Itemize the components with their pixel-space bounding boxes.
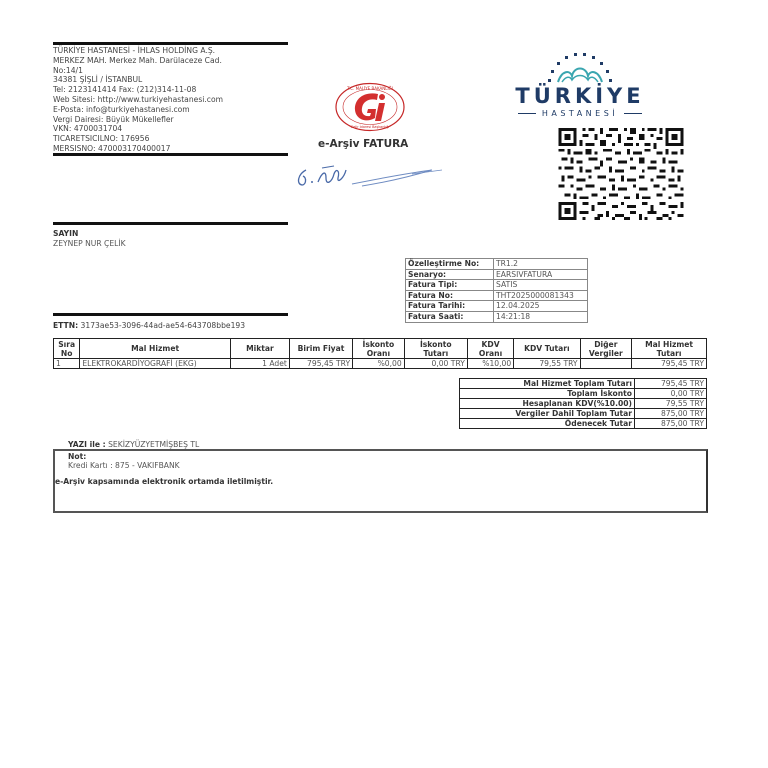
- info-value: TR1.2: [494, 259, 588, 270]
- info-row: [406, 311, 588, 322]
- info-row: [406, 301, 588, 312]
- cell-iskonto-orani: %0,00: [353, 359, 405, 369]
- info-value: THT2025000081343: [494, 290, 588, 301]
- info-value: EARSIVFATURA: [494, 269, 588, 280]
- amount-in-words-value: SEKİZYÜZYETMİŞBEŞ TL: [108, 440, 200, 449]
- cell-sira: 1: [54, 359, 80, 369]
- info-value: 14:21:18: [494, 311, 588, 322]
- seller-info: [53, 46, 288, 154]
- amount-in-words: [68, 440, 199, 449]
- info-row: [406, 290, 588, 301]
- info-key: Senaryo:: [406, 269, 494, 280]
- info-key: Fatura Saati:: [406, 311, 494, 322]
- totals-value: 0,00 TRY: [635, 389, 707, 399]
- buyer-label: SAYIN: [53, 229, 79, 238]
- totals-key: Ödenecek Tutar: [460, 419, 635, 429]
- seller-line: 34381 ŞİŞLİ / İSTANBUL: [53, 75, 143, 85]
- hospital-logo: [500, 48, 660, 120]
- dome-icon: [540, 48, 620, 86]
- buyer-top-rule: [53, 222, 288, 225]
- totals-key: Mal Hizmet Toplam Tutarı: [460, 379, 635, 389]
- qr-code-icon: [558, 128, 684, 220]
- cell-mal-hizmet: ELEKTROKARDİYOGRAFİ (EKG): [80, 359, 231, 369]
- seller-line: VKN: 4700031704: [53, 124, 123, 134]
- info-row: [406, 269, 588, 280]
- totals-key: Toplam İskonto: [460, 389, 635, 399]
- amount-in-words-label: YAZI ile :: [68, 440, 106, 449]
- ettn-value: 3173ae53-3096-44ad-ae54-643708bbe193: [80, 321, 246, 330]
- seller-top-rule: [53, 42, 288, 45]
- invoice-info-table: [405, 258, 588, 323]
- col-header: İskonto Oranı: [353, 339, 405, 359]
- info-key: Fatura Tarihi:: [406, 301, 494, 312]
- seller-line: MERKEZ MAH. Merkez Mah. Darülaceze Cad.: [53, 55, 222, 65]
- buyer-name: ZEYNEP NUR ÇELİK: [53, 239, 126, 248]
- totals-row: [460, 389, 707, 399]
- ettn: [53, 321, 245, 330]
- col-header: Miktar: [230, 339, 289, 359]
- seller-line: Tel: 2123141414 Fax: (212)314-11-08: [53, 85, 197, 95]
- cell-kdv-tutari: 79,55 TRY: [514, 359, 580, 369]
- buyer-bottom-rule: [53, 313, 288, 316]
- totals-row: [460, 399, 707, 409]
- info-key: Fatura No:: [406, 290, 494, 301]
- info-key: Fatura Tipi:: [406, 280, 494, 291]
- seller-bottom-rule: [53, 153, 288, 156]
- cell-miktar: 1 Adet: [230, 359, 289, 369]
- totals-row: [460, 379, 707, 389]
- totals-value: 875,00 TRY: [635, 409, 707, 419]
- col-header: İskonto Tutarı: [404, 339, 467, 359]
- seller-line: TÜRKİYE HASTANESİ - İHLAS HOLDİNG A.Ş.: [53, 46, 216, 55]
- cell-kdv-orani: %10,00: [467, 359, 513, 369]
- cell-birim-fiyat: 795,45 TRY: [289, 359, 352, 369]
- totals-key: Hesaplanan KDV(%10.00): [460, 399, 635, 409]
- col-header: KDV Oranı: [467, 339, 513, 359]
- gib-logo-icon: [334, 82, 406, 132]
- col-header: Mal Hizmet Tutarı: [632, 339, 707, 359]
- signature-icon: [292, 156, 452, 192]
- seller-line: MERSISNO: 470003170400017: [53, 143, 171, 153]
- notes-text: Kredi Kartı : 875 - VAKIFBANK: [68, 461, 180, 470]
- seller-line: Vergi Dairesi: Büyük Mükellefler: [53, 114, 174, 124]
- table-header-row: [54, 339, 707, 359]
- col-header: KDV Tutarı: [514, 339, 580, 359]
- cell-mal-hizmet-tutari: 795,45 TRY: [632, 359, 707, 369]
- seller-line: TICARETSICILNO: 176956: [53, 134, 150, 144]
- notes-label: Not:: [68, 452, 87, 461]
- info-row: [406, 259, 588, 270]
- info-key: Özelleştirme No:: [406, 259, 494, 270]
- table-row: [54, 359, 707, 369]
- seller-line: E-Posta: info@turkiyehastanesi.com: [53, 104, 190, 114]
- earsiv-message: e-Arşiv kapsamında elektronik ortamda iletilmiştir.: [55, 477, 274, 486]
- totals-key: Vergiler Dahil Toplam Tutar: [460, 409, 635, 419]
- svg-text:Gelir İdaresi Başkanlığı: Gelir İdaresi Başkanlığı: [350, 125, 390, 129]
- seller-line: Web Sitesi: http://www.turkiyehastanesi.com: [53, 94, 224, 104]
- col-header: Mal Hizmet: [80, 339, 231, 359]
- brand-name: TÜRKİYE: [515, 84, 645, 108]
- info-row: [406, 280, 588, 291]
- col-header: Birim Fiyat: [289, 339, 352, 359]
- totals-value: 875,00 TRY: [635, 419, 707, 429]
- totals-row: [460, 409, 707, 419]
- line-items-table: [53, 338, 707, 369]
- totals-value: 795,45 TRY: [635, 379, 707, 389]
- col-header: Sıra No: [54, 339, 80, 359]
- col-header: Diğer Vergiler: [580, 339, 632, 359]
- seller-line: No:14/1: [53, 65, 83, 75]
- cell-iskonto-tutari: 0,00 TRY: [404, 359, 467, 369]
- cell-diger-vergiler: [580, 359, 632, 369]
- buyer-info: [53, 229, 126, 249]
- totals-value: 79,55 TRY: [635, 399, 707, 409]
- info-value: SATIS: [494, 280, 588, 291]
- totals-row: [460, 419, 707, 429]
- totals-table: [459, 378, 707, 429]
- brand-subtitle: HASTANESİ: [500, 109, 660, 118]
- info-value: 12.04.2025: [494, 301, 588, 312]
- document-title: e-Arşiv FATURA: [318, 138, 409, 150]
- ettn-label: ETTN:: [53, 321, 79, 330]
- svg-text:T.C. MALİYE BAKANLIĞI: T.C. MALİYE BAKANLIĞI: [347, 86, 393, 91]
- notes-box: [53, 449, 708, 513]
